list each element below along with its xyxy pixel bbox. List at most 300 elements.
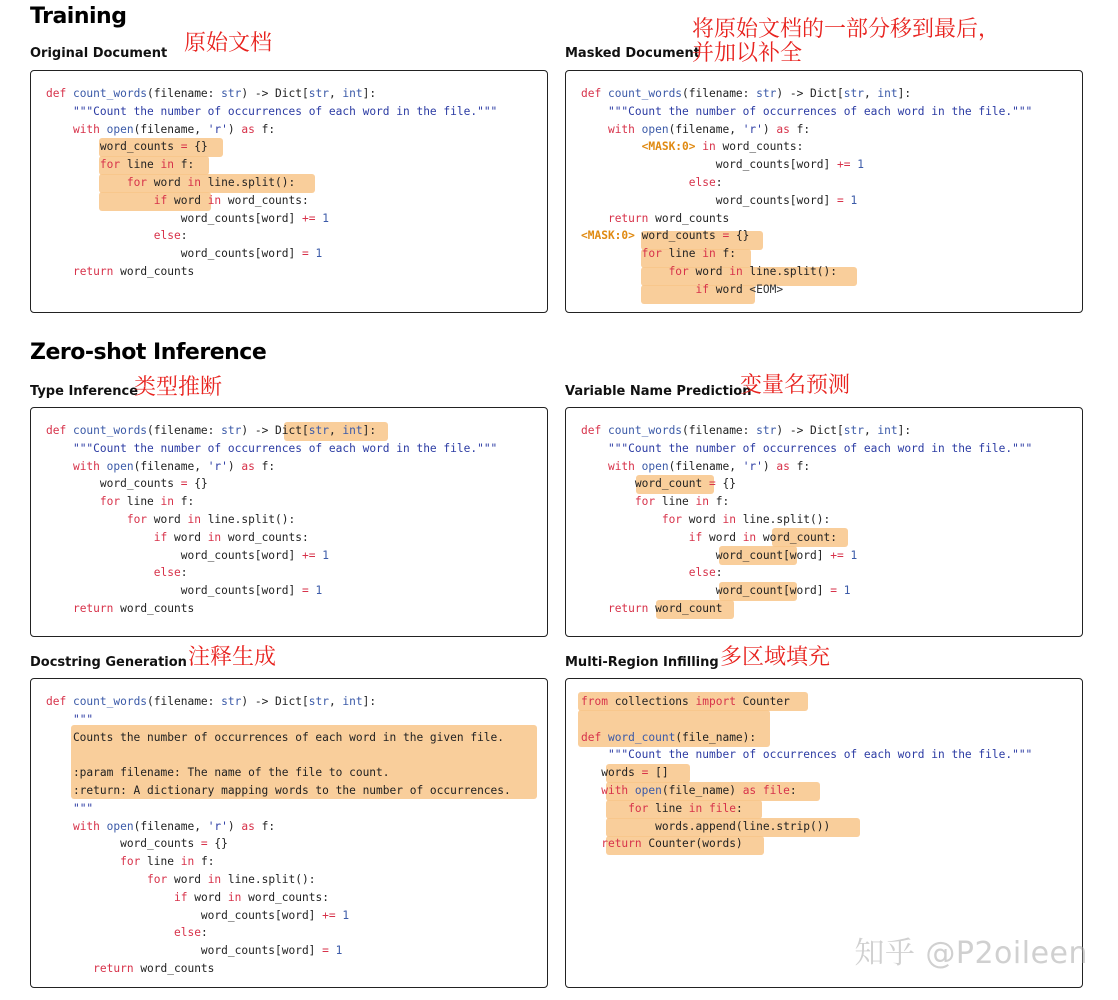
code-text: : (180, 229, 188, 243)
code-text (581, 212, 608, 225)
code-text: : (715, 566, 723, 580)
code-text (46, 820, 73, 833)
code-keyword: return (607, 211, 649, 225)
code-line (46, 907, 511, 925)
mask-token: <MASK:0> (581, 229, 635, 243)
code-line (581, 192, 1032, 210)
code-line (581, 511, 1032, 529)
code-text: line (120, 158, 161, 172)
code-line (581, 156, 1032, 174)
code-text: , (863, 87, 878, 100)
code-string: """ (72, 801, 94, 815)
code-text (581, 837, 601, 850)
code-text: words.append(line.strip()) (581, 819, 831, 833)
code-line (581, 281, 1032, 299)
code-keyword: in (695, 495, 710, 509)
note-variable-name (740, 374, 850, 398)
code-function-name: count_words (72, 695, 148, 708)
code-type: str (843, 87, 864, 100)
code-function-name: word_count (607, 730, 676, 744)
code-keyword: for (147, 872, 168, 886)
code-text (46, 460, 73, 473)
code-text: ) (762, 459, 777, 473)
code-text (581, 495, 635, 508)
code-line (46, 85, 497, 103)
code-text: (filename, (133, 459, 208, 473)
code-keyword: in (702, 140, 716, 154)
code-text: ) -> Dict[ (776, 424, 844, 437)
code-keyword: else (688, 566, 716, 580)
code-text: ]: (897, 424, 912, 437)
code-line (46, 582, 497, 600)
code-operator: = (301, 247, 309, 261)
code-block-masked (581, 85, 1032, 299)
code-text: ) -> Dict[ (241, 695, 309, 708)
code-keyword: with (72, 819, 107, 833)
code-text: word (682, 512, 723, 526)
code-line (581, 458, 1032, 476)
code-keyword: as (776, 459, 790, 473)
code-text: word (147, 175, 188, 189)
code-keyword: as (742, 783, 757, 797)
code-text: f: (715, 247, 736, 261)
code-keyword: in (160, 158, 175, 172)
code-function-name: count_words (72, 424, 148, 437)
code-text: word (167, 530, 208, 544)
code-text (581, 442, 608, 455)
code-string: 'r' (207, 459, 228, 473)
code-line (581, 547, 1032, 565)
code-text: word_count[word] (581, 584, 831, 598)
code-keyword: else (153, 566, 181, 580)
panel-box-original (30, 70, 548, 313)
code-line (46, 818, 511, 836)
code-line (581, 582, 1032, 600)
code-operator: = (200, 837, 208, 851)
code-keyword: def (581, 424, 608, 437)
code-text: word (167, 193, 208, 207)
code-function-name: open (106, 122, 134, 136)
code-keyword: else (153, 229, 181, 243)
code-text: line (661, 247, 703, 261)
code-line (46, 192, 497, 210)
code-keyword: def (581, 730, 608, 744)
code-string: 'r' (207, 819, 228, 833)
code-text: word_counts (46, 477, 181, 491)
code-operator: += (322, 908, 336, 922)
code-text: word_counts[word] (46, 584, 302, 598)
code-keyword: return (93, 961, 134, 975)
code-text (46, 802, 73, 815)
code-text: {} (729, 229, 750, 243)
code-string: """ (72, 712, 94, 726)
code-function-name: count_words (607, 424, 683, 437)
code-keyword: as (241, 122, 255, 136)
code-text: word_counts[word] (581, 193, 837, 207)
note-line: 并加以补全 (692, 41, 803, 66)
code-text: line (648, 801, 689, 815)
code-function-name: open (641, 122, 669, 136)
code-text (581, 140, 642, 153)
code-text: f: (789, 122, 811, 136)
code-keyword: in (688, 801, 703, 815)
code-text (46, 713, 73, 726)
code-line (581, 711, 1032, 729)
code-text (581, 748, 608, 761)
code-line (46, 103, 497, 121)
code-text (46, 566, 154, 579)
code-line (46, 729, 511, 747)
code-text: word_counts[word] (46, 908, 323, 922)
code-text (46, 194, 154, 207)
code-keyword: in (180, 855, 195, 869)
code-keyword: in (160, 495, 175, 509)
code-operator: = (836, 193, 844, 207)
code-text: line (120, 495, 161, 509)
code-text: ) (227, 459, 242, 473)
code-text: f: (789, 459, 811, 473)
code-text (581, 265, 669, 278)
code-keyword: for (628, 801, 649, 815)
code-text (46, 531, 154, 544)
code-text: Counter(words) (641, 837, 743, 851)
note-original (184, 32, 272, 56)
code-operator: = (708, 477, 716, 491)
code-line (581, 422, 1032, 440)
code-text: , (328, 87, 343, 100)
code-function-name: open (106, 459, 134, 473)
code-line (46, 889, 511, 907)
code-text: word (187, 890, 228, 904)
code-text (581, 247, 642, 260)
code-text: ) -> Dict[ (776, 87, 844, 100)
code-line (46, 529, 497, 547)
code-line (581, 85, 1032, 103)
code-type: int (342, 695, 363, 708)
code-keyword: return (601, 837, 642, 851)
code-keyword: for (634, 495, 656, 509)
code-text (46, 748, 53, 761)
code-text: word_counts (634, 229, 723, 243)
code-keyword: from (581, 695, 608, 708)
code-text (46, 855, 120, 868)
code-number: 1 (857, 158, 864, 172)
code-text: (filename: (682, 424, 757, 437)
code-text (46, 602, 73, 615)
code-text: line.split(): (735, 512, 831, 526)
code-text: word_counts (113, 601, 195, 615)
code-string: """Count the number of occurrences of each word in the file.""" (72, 441, 498, 455)
code-text: word_counts[word] (46, 211, 302, 225)
code-text: : (735, 801, 743, 815)
code-keyword: def (46, 424, 73, 437)
code-text (46, 873, 147, 886)
code-line (46, 782, 511, 800)
code-keyword: with (607, 459, 642, 473)
code-text: word_counts (133, 961, 215, 975)
code-number: 1 (315, 584, 323, 598)
code-text (581, 802, 628, 815)
code-text: {} (187, 477, 208, 491)
code-text: word_count: (756, 530, 837, 544)
code-text: (file_name) (661, 783, 743, 797)
code-text: {} (715, 477, 736, 491)
code-line (581, 693, 1032, 711)
code-text: {} (207, 837, 228, 851)
panel-box-variable-name (565, 407, 1083, 637)
code-line (46, 853, 511, 871)
code-text: word_counts (46, 837, 201, 851)
code-text: , (328, 695, 343, 708)
code-keyword: in (729, 264, 743, 278)
code-text: line.split(): (200, 175, 296, 189)
code-string: """Count the number of occurrences of each word in the file.""" (607, 441, 1033, 455)
code-text: Counter (735, 695, 790, 708)
code-line (46, 960, 511, 978)
code-string: 'r' (742, 122, 763, 136)
code-keyword: for (126, 175, 148, 189)
code-text: ]: (362, 87, 377, 100)
code-keyword: if (173, 890, 188, 904)
code-text: word_counts[word] (46, 247, 302, 261)
code-line (46, 227, 497, 245)
code-line (46, 458, 497, 476)
panel-box-docstring (30, 678, 548, 988)
code-keyword: for (99, 495, 121, 509)
code-line (46, 174, 497, 192)
code-text (581, 513, 662, 526)
code-text: [] (648, 766, 669, 780)
code-string: """Count the number of occurrences of each word in the file.""" (607, 104, 1033, 118)
code-text: : (180, 566, 188, 580)
code-keyword: in (722, 512, 736, 526)
code-line (581, 764, 1032, 782)
panel-label-multi-region: Multi-Region Infilling (565, 655, 719, 670)
note-line: 注释生成 (188, 645, 277, 670)
code-type: int (877, 424, 898, 437)
code-operator: += (301, 211, 316, 225)
code-line (581, 138, 1032, 156)
code-text: word_count[word] (581, 548, 831, 562)
code-operator: += (301, 548, 316, 562)
code-number: 1 (335, 944, 343, 958)
code-text: words (581, 766, 642, 780)
code-text (46, 891, 174, 904)
code-keyword: in (187, 512, 201, 526)
code-text: word_count (648, 601, 723, 615)
code-type: str (843, 424, 864, 437)
code-number: 1 (342, 908, 350, 922)
panel-label-variable-name: Variable Name Prediction (565, 384, 752, 399)
code-number: 1 (843, 584, 851, 598)
code-text: word_counts[word] (46, 548, 302, 562)
code-line (46, 210, 497, 228)
code-block-docstring (46, 693, 511, 978)
section-title-zero-shot: Zero-shot Inference (30, 340, 267, 365)
code-text: word (167, 872, 208, 886)
code-keyword: def (46, 695, 73, 708)
code-function-name: count_words (607, 87, 683, 100)
code-keyword: with (72, 122, 107, 136)
panel-label-type-inference: Type Inference (30, 384, 139, 399)
code-line (46, 263, 497, 281)
code-line (581, 800, 1032, 818)
code-keyword: if (153, 530, 168, 544)
code-text (581, 602, 608, 615)
code-text: word (688, 264, 730, 278)
code-keyword: if (153, 193, 168, 207)
code-text: ) -> Dict[ (241, 87, 309, 100)
code-line (581, 121, 1032, 139)
code-text: ) (227, 122, 242, 136)
code-string: """Count the number of occurrences of each word in the file.""" (72, 104, 498, 118)
code-text: (filename: (682, 87, 757, 100)
code-text (581, 531, 689, 544)
note-docstring (188, 646, 276, 670)
code-text: Counts the number of occurrences of each word in the given file. (46, 730, 505, 744)
code-operator: = (722, 229, 730, 243)
code-line (46, 764, 511, 782)
code-text: word_count (581, 477, 709, 491)
section-title-training: Training (30, 4, 127, 29)
code-keyword: for (120, 855, 141, 869)
code-function-name: open (106, 819, 134, 833)
code-keyword: as (241, 819, 255, 833)
code-line (46, 547, 497, 565)
code-text: : (715, 175, 723, 189)
code-text: f: (194, 855, 215, 869)
code-keyword: with (607, 122, 642, 136)
code-text: word_counts (648, 211, 730, 225)
code-text: (filename: (147, 424, 222, 437)
note-multi-region (720, 646, 830, 670)
code-keyword: file (762, 783, 790, 797)
code-line (46, 800, 511, 818)
code-line (46, 422, 497, 440)
code-text (46, 229, 154, 242)
code-type: str (221, 87, 242, 100)
panel-box-masked (565, 70, 1083, 313)
code-text (46, 513, 127, 526)
code-keyword: for (668, 264, 689, 278)
code-text: line.split(): (742, 264, 837, 278)
code-line (581, 440, 1032, 458)
code-text: ) (227, 819, 242, 833)
note-line: 类型推断 (134, 375, 223, 400)
code-line (581, 835, 1032, 853)
code-line (581, 245, 1032, 263)
code-text: ]: (362, 695, 377, 708)
code-text (581, 566, 689, 579)
note-masked (692, 18, 1000, 66)
code-type: int (342, 87, 363, 100)
note-line: 变量名预测 (740, 373, 851, 398)
code-text: (filename: (147, 695, 222, 708)
code-text (581, 123, 608, 136)
code-type: str (308, 87, 329, 100)
code-line (46, 156, 497, 174)
panel-label-masked: Masked Document (565, 46, 700, 61)
code-text: , (863, 424, 878, 437)
code-keyword: import (695, 695, 736, 708)
code-keyword: else (173, 926, 201, 940)
code-keyword: in (742, 530, 757, 544)
code-type: int (877, 87, 898, 100)
code-keyword: in (207, 193, 222, 207)
code-keyword: in (207, 872, 222, 886)
code-text (581, 105, 608, 118)
code-text: : (200, 926, 208, 940)
code-text (581, 460, 608, 473)
note-line: 原始文档 (184, 31, 273, 56)
code-type: str (308, 695, 329, 708)
code-text: word_counts (46, 140, 181, 154)
code-keyword: if (695, 282, 709, 296)
code-type: str (756, 424, 777, 437)
code-text: word_counts: (221, 530, 309, 544)
code-line (581, 103, 1032, 121)
code-text: (filename, (133, 819, 208, 833)
code-line (46, 871, 511, 889)
code-text: ) -> Dict[ (241, 424, 309, 437)
code-text (46, 442, 73, 455)
code-block-original (46, 85, 497, 281)
code-text (581, 784, 601, 797)
code-line (46, 746, 511, 764)
mask-token: <MASK:0> (641, 140, 696, 154)
code-line (581, 529, 1032, 547)
code-operator: = (180, 477, 188, 491)
code-operator: = (180, 140, 188, 154)
code-keyword: def (46, 87, 73, 100)
code-text: word (147, 512, 188, 526)
code-line (581, 263, 1032, 281)
code-type: int (342, 424, 363, 437)
code-text: word_counts[word] (46, 944, 323, 958)
code-line (46, 942, 511, 960)
watermark: 知乎 @P2oileen (854, 936, 1088, 971)
code-text (46, 123, 73, 136)
code-text: (filename, (668, 459, 743, 473)
code-keyword: for (641, 247, 662, 261)
code-line (581, 564, 1032, 582)
code-line (46, 493, 497, 511)
code-keyword: file (709, 801, 736, 815)
code-line (46, 138, 497, 156)
code-number: 1 (315, 247, 323, 261)
eom-token: <EOM> (749, 282, 784, 296)
code-keyword: in (227, 890, 242, 904)
code-string: 'r' (207, 122, 228, 136)
code-line (46, 511, 497, 529)
code-keyword: for (661, 512, 683, 526)
code-keyword: return (72, 264, 114, 278)
code-keyword: if (688, 530, 703, 544)
code-number: 1 (850, 548, 858, 562)
code-operator: = (641, 766, 649, 780)
code-operator: = (301, 584, 309, 598)
note-line: 多区域填充 (720, 645, 831, 670)
code-keyword: with (601, 783, 635, 797)
code-text: line.split(): (221, 872, 316, 886)
code-text: {} (187, 140, 208, 154)
code-block-type-inference (46, 422, 497, 618)
code-line (581, 475, 1032, 493)
code-text: word_counts: (241, 890, 329, 904)
code-function-name: open (634, 783, 662, 797)
code-text: word_counts (113, 264, 195, 278)
code-text: line (655, 495, 696, 509)
